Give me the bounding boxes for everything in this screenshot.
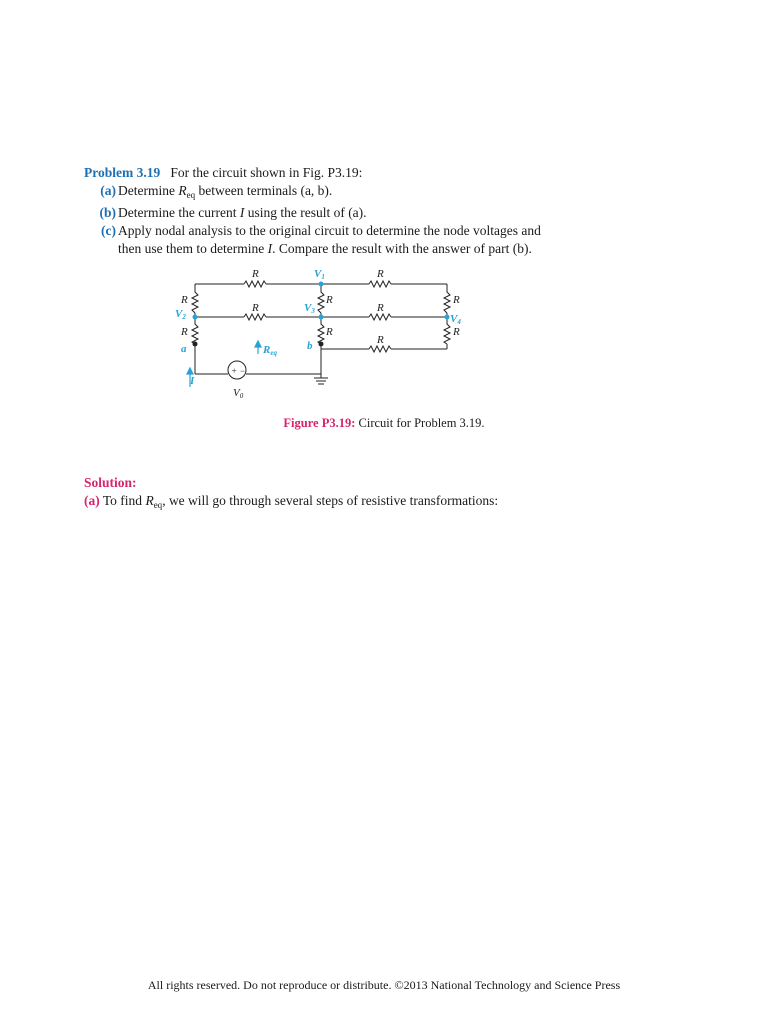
part-a-pre: Determine [118,183,179,198]
part-c-line2-post: . Compare the result with the answer of part (b). [272,241,532,256]
part-c [84,222,704,258]
solution-post: , we will go through several steps of resistive transformations: [162,493,499,508]
part-b-tag: (b) [99,205,116,220]
caption-label: Figure P3.19: [283,416,356,430]
problem-intro: For the circuit shown in Fig. P3.19: [170,165,363,180]
label-v3: V3 [304,302,315,315]
problem-header [84,164,704,182]
label-req: Req [263,344,277,357]
resistor-center-bottom [318,322,324,344]
resistor-center-top [318,284,324,313]
label-r-center-top: R [326,294,333,306]
part-b-post: using the result of (a). [244,205,367,220]
label-v2: V2 [175,308,186,321]
label-r-left-bottom: R [181,326,188,338]
part-c-line2 [118,240,704,258]
node-v2 [193,315,198,320]
part-c-line1: Apply nodal analysis to the original circuit to determine the node voltages and [118,223,541,238]
part-a-sub: eq [186,190,196,200]
resistor-right-bottom [444,322,450,344]
footer-copyright: All rights reserved. Do not reproduce or distribute. ©2013 National Technology and Science Press [147,978,621,992]
resistor-top-left [244,281,266,287]
problem-number: Problem 3.19 [84,165,161,180]
node-v4 [445,315,450,320]
label-r-center-bottom: R [326,326,333,338]
resistor-top-right [369,281,391,287]
resistor-mid-right [369,314,391,320]
label-r-left-top: R [181,294,188,306]
node-v1 [319,282,324,287]
label-r-top-left: R [252,268,259,280]
part-b-pre: Determine the current [118,205,240,220]
solution-pre: To find [99,493,146,508]
terminal-a [193,342,198,347]
label-r-right-top: R [453,294,460,306]
part-a [84,182,704,204]
resistor-mid-left [244,314,266,320]
problem-statement [84,164,704,258]
label-r-mid-right: R [377,302,384,314]
solution-heading: Solution: [84,475,137,490]
part-a-tag: (a) [100,183,116,198]
circuit-figure [170,262,470,402]
terminal-b [319,342,324,347]
resistor-right-top [444,284,450,313]
solution-line [84,492,704,514]
req-arrow-head [255,341,261,347]
part-c-tag: (c) [101,223,116,238]
label-r-mid-left: R [252,302,259,314]
current-arrow-head [187,368,193,374]
label-v4: V4 [450,313,461,326]
resistor-left-top [192,284,198,313]
label-v0: V0 [233,387,244,400]
part-c-var: I [267,241,273,256]
label-v1: V1 [314,268,325,281]
caption-text: Circuit for Problem 3.19. [355,416,485,430]
label-a: a [181,343,187,355]
node-v3 [319,315,324,320]
source-polarity: + − [231,366,246,376]
solution-sub: eq [153,500,163,510]
label-r-bottom-right: R [377,334,384,346]
solution-tag: (a) [84,493,100,508]
label-b: b [307,340,313,352]
resistor-left-bottom [192,322,198,344]
label-r-top-right: R [377,268,384,280]
solution-var: R [145,493,154,508]
part-b-var: I [239,205,245,220]
label-r-right-bottom: R [453,326,460,338]
solution [84,474,704,514]
part-c-line2-pre: then use them to determine [118,241,268,256]
part-a-var: R [178,183,187,198]
resistor-bottom-right [369,346,391,352]
part-a-post: between terminals (a, b). [195,183,333,198]
part-b [84,204,704,222]
label-i: I [190,375,195,387]
figure-caption [0,416,768,431]
circuit-diagram [170,262,470,402]
